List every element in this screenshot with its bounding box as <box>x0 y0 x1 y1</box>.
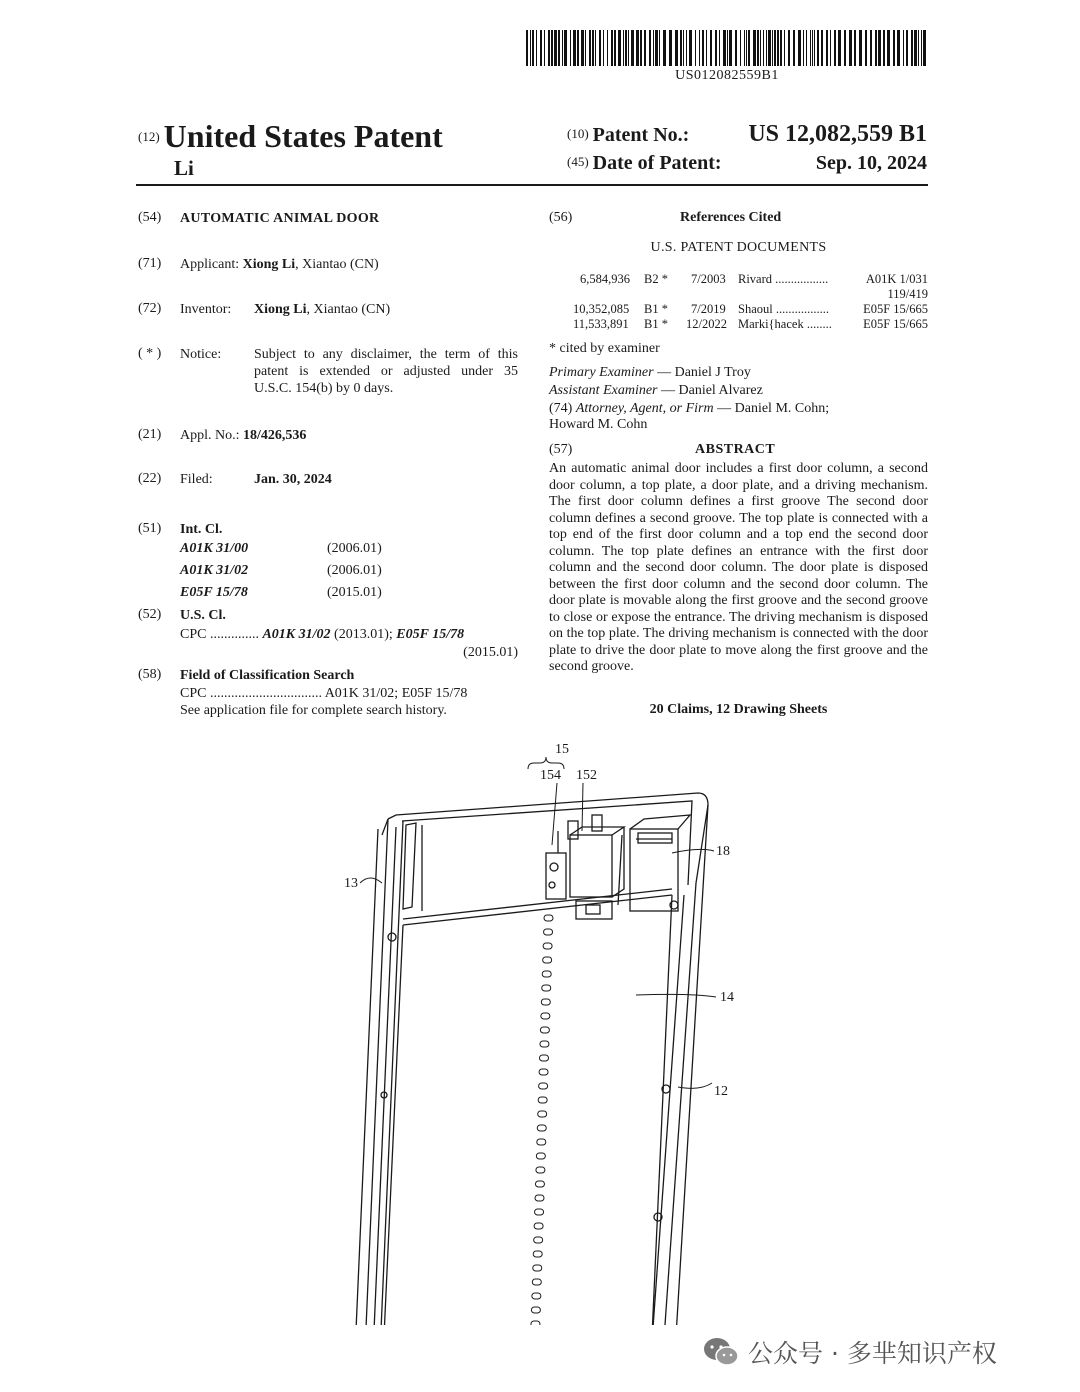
intcl-code: (51) <box>138 521 162 536</box>
appl-code: (21) <box>138 427 162 442</box>
barcode-bar <box>784 30 785 66</box>
barcode-bar <box>577 30 579 66</box>
barcode-bar <box>548 30 550 66</box>
barcode-bar <box>774 30 776 66</box>
barcode-bar <box>536 30 537 66</box>
patent-number: US 12,082,559 B1 <box>748 121 927 147</box>
citation-row: 10,352,085 B1 * 7/2019 Shaoul ................. E05F 15/665 <box>573 302 928 316</box>
barcode-bar <box>814 30 815 66</box>
rack-tooth <box>531 1321 540 1325</box>
patent-number-label: Patent No.: <box>592 124 690 146</box>
watermark-text: 公众号 · 多芈知识产权 <box>748 1339 997 1368</box>
abstract-label: ABSTRACT <box>695 442 776 457</box>
barcode-bar <box>887 30 890 66</box>
rack-tooth <box>531 1307 540 1313</box>
barcode-bar <box>760 30 761 66</box>
barcode-bar <box>663 30 666 66</box>
barcode-bar <box>844 30 846 66</box>
intcl-class: A01K 31/02 <box>180 563 249 578</box>
applicant-code: (71) <box>138 256 162 271</box>
header-rule <box>136 184 928 186</box>
intcl-version: (2006.01) <box>327 541 382 556</box>
rack-tooth <box>532 1293 541 1299</box>
barcode-bar <box>883 30 885 66</box>
barcode-bar <box>592 30 594 66</box>
rack-tooth <box>535 1181 544 1187</box>
barcode-bar <box>735 30 737 66</box>
kind-code: (12) <box>138 129 160 144</box>
invention-title: AUTOMATIC ANIMAL DOOR <box>180 211 380 226</box>
cpc-version: (2015.01) <box>463 645 518 660</box>
barcode-bar <box>653 30 654 66</box>
gear-rack <box>525 915 553 1325</box>
barcode-bar <box>585 30 586 66</box>
citation-row-cont: 119/419 <box>887 287 928 301</box>
barcode-bar <box>636 30 639 66</box>
intcl-class: E05F 15/78 <box>180 585 248 600</box>
barcode-bar <box>865 30 867 66</box>
label-13: 13 <box>344 876 358 891</box>
barcode-bar <box>763 30 764 66</box>
assistant-examiner: Assistant Examiner — Daniel Alvarez <box>549 383 763 398</box>
rack-tooth <box>533 1251 542 1257</box>
barcode-bar <box>923 30 926 66</box>
barcode-bar <box>911 30 913 66</box>
barcode-bar <box>914 30 917 66</box>
rack-tooth <box>532 1279 541 1285</box>
barcode-bar <box>675 30 678 66</box>
rack-tooth <box>538 1097 547 1103</box>
barcode-bar <box>603 30 604 66</box>
barcode-bar <box>921 30 922 66</box>
patent-date-label: Date of Patent: <box>592 152 722 174</box>
references-header: (56) References Cited <box>549 210 782 225</box>
appl-number: 18/426,536 <box>243 428 307 443</box>
barcode-bar <box>777 30 779 66</box>
barcode-bar <box>719 30 720 66</box>
rack-tooth <box>534 1237 543 1243</box>
cited-note: * cited by examiner <box>549 341 660 356</box>
inventor-value: Xiong Li, Xiantao (CN) <box>254 302 391 317</box>
rack-tooth <box>541 999 550 1005</box>
label-18: 18 <box>716 844 730 859</box>
intcl-version: (2015.01) <box>327 585 382 600</box>
barcode-bar <box>625 30 627 66</box>
applicant-row: Applicant: Xiong Li, Xiantao (CN) <box>180 257 379 272</box>
barcode-bar <box>834 30 836 66</box>
abstract-text: An automatic animal door includes a first door column, a second door column, a top plate, a door plate, and a driving mechanism. The first door column defines a first groove The second door column defines a second groove. The top plate is connected with a top end of the first door column and a top end the second door column. The top plate defines an entrance with the first door column and the second door column. The door plate is disposed between the first door column and the second door column. The door plate is movable along the first groove and the second groove to close or expose the entrance. The driving mechanism is disposed on the top plate. The driving mechanism is connected with the door plate to drive the door plate to move along the first groove and the second groove. <box>549 461 928 674</box>
patent-date-row: (45) Date of Patent: Sep. 10, 2024 <box>567 152 927 174</box>
references-label: References Cited <box>680 210 782 225</box>
rack-tooth <box>544 915 553 921</box>
barcode-bar <box>589 30 591 66</box>
citation-row: 11,533,891 B1 * 12/2022 Marki{hacek ........ E05F 15/665 <box>573 317 928 331</box>
intcl-label: Int. Cl. <box>180 522 223 537</box>
barcode-bar <box>729 30 732 66</box>
rack-tooth <box>536 1153 545 1159</box>
primary-examiner: Primary Examiner — Daniel J Troy <box>549 365 751 380</box>
inventor-row: Inventor: <box>180 302 232 317</box>
barcode-bar <box>838 30 841 66</box>
barcode-bar <box>686 30 687 66</box>
rack-tooth <box>544 929 553 935</box>
barcode-bar <box>768 30 771 66</box>
barcode-bar <box>710 30 712 66</box>
barcode-bar <box>628 30 629 66</box>
claims-count: 20 Claims, 12 Drawing Sheets <box>649 702 828 717</box>
rack-tooth <box>541 1013 550 1019</box>
barcode-bar <box>659 30 660 66</box>
barcode-bar <box>746 30 747 66</box>
label-14: 14 <box>720 990 734 1005</box>
barcode-bar <box>618 30 621 66</box>
barcode-bar <box>644 30 646 66</box>
barcode-bar <box>798 30 801 66</box>
barcode-bar <box>551 30 553 66</box>
rack-tooth <box>540 1027 549 1033</box>
barcode-bar <box>607 30 608 66</box>
barcode-bar <box>812 30 813 66</box>
barcode-bar <box>699 30 700 66</box>
attorney-cont: Howard M. Cohn <box>549 417 648 432</box>
inventor-name: Xiong Li <box>254 302 307 317</box>
notice-code: ( * ) <box>138 346 162 361</box>
barcode-bar <box>918 30 919 66</box>
label-12: 12 <box>714 1084 728 1099</box>
patent-date: Sep. 10, 2024 <box>815 152 927 174</box>
barcode-bar <box>702 30 704 66</box>
barcode-bar <box>611 30 613 66</box>
barcode-bar <box>631 30 634 66</box>
barcode-bar <box>788 30 790 66</box>
label-15: 15 <box>555 742 569 757</box>
barcode-bar <box>780 30 782 66</box>
barcode-bar <box>817 30 819 66</box>
rack-tooth <box>538 1111 547 1117</box>
label-154: 154 <box>540 768 561 783</box>
rack-tooth <box>539 1069 548 1075</box>
barcode-bar <box>859 30 862 66</box>
barcode-bar <box>821 30 823 66</box>
barcode-bar <box>532 30 534 66</box>
barcode-bar <box>793 30 795 66</box>
barcode-bar <box>530 30 531 66</box>
barcode-bar <box>595 30 596 66</box>
barcode-bar <box>564 30 567 66</box>
rack-tooth <box>535 1209 544 1215</box>
applicant-name: Xiong Li <box>242 257 296 272</box>
uscl-label: U.S. Cl. <box>180 608 226 623</box>
rack-tooth <box>537 1125 546 1131</box>
barcode-bar <box>669 30 672 66</box>
barcode-bar <box>810 30 811 66</box>
rack-tooth <box>533 1265 542 1271</box>
intcl-class: A01K 31/00 <box>180 541 249 556</box>
motor-box <box>570 835 612 897</box>
barcode-bar <box>854 30 856 66</box>
uscl-code: (52) <box>138 607 162 622</box>
barcode-bar <box>870 30 872 66</box>
barcode-bar <box>727 30 728 66</box>
label-152: 152 <box>576 768 597 783</box>
barcode-bar <box>540 30 542 66</box>
rack-tooth <box>536 1167 545 1173</box>
barcode-bar <box>623 30 624 66</box>
filed-date: Jan. 30, 2024 <box>254 472 332 487</box>
notice-label: Notice: <box>180 347 222 362</box>
barcode-bar <box>640 30 642 66</box>
barcode-bar <box>748 30 750 66</box>
barcode-bar <box>715 30 717 66</box>
barcode-bar <box>878 30 881 66</box>
title-code: (54) <box>138 210 162 225</box>
rack-tooth <box>540 1041 549 1047</box>
search-code: (58) <box>138 667 162 682</box>
document-number: US012082559B1 <box>675 68 779 83</box>
barcode-bar <box>753 30 756 66</box>
inventor-short: Li <box>174 156 194 180</box>
barcode-bar <box>706 30 707 66</box>
patent-docs-heading: U.S. PATENT DOCUMENTS <box>650 240 827 255</box>
barcode-bar <box>893 30 895 66</box>
barcode-bar <box>649 30 651 66</box>
filed-code: (22) <box>138 471 162 486</box>
patent-number-block <box>567 121 927 180</box>
barcode-bar <box>581 30 584 66</box>
barcode-bar <box>683 30 684 66</box>
barcode-bar <box>544 30 545 66</box>
barcode-bar <box>772 30 773 66</box>
patent-type-title: United States Patent <box>163 118 443 154</box>
rack-tooth <box>542 971 551 977</box>
barcode <box>526 30 928 66</box>
wechat-icon <box>702 1335 740 1369</box>
barcode-bar <box>906 30 908 66</box>
rack-tooth <box>540 1055 549 1061</box>
barcode-bar <box>830 30 831 66</box>
barcode-bar <box>526 30 528 66</box>
barcode-bar <box>695 30 696 66</box>
barcode-bar <box>599 30 601 66</box>
barcode-bar <box>849 30 852 66</box>
barcode-bar <box>903 30 904 66</box>
barcode-bar <box>803 30 804 66</box>
intcl-version: (2006.01) <box>327 563 382 578</box>
rack-tooth <box>539 1083 548 1089</box>
filed-label: Filed: <box>180 472 213 487</box>
rack-tooth <box>542 985 551 991</box>
abstract-header: (57) ABSTRACT <box>549 442 776 457</box>
rack-tooth <box>543 943 552 949</box>
barcode-bar <box>806 30 807 66</box>
barcode-bar <box>689 30 692 66</box>
barcode-bar <box>558 30 560 66</box>
barcode-bar <box>757 30 759 66</box>
rack-tooth <box>543 957 552 963</box>
cpc-row: CPC .............. A01K 31/02 (2013.01); E05F 15/78 <box>180 627 465 642</box>
patent-type-block <box>138 118 443 180</box>
barcode-bar <box>826 30 828 66</box>
search-label: Field of Classification Search <box>180 668 355 683</box>
barcode-bar <box>562 30 563 66</box>
rack-tooth <box>534 1223 543 1229</box>
barcode-bar <box>740 30 741 66</box>
appl-row: Appl. No.: 18/426,536 <box>180 428 307 443</box>
barcode-bar <box>723 30 726 66</box>
rack-tooth <box>535 1195 544 1201</box>
barcode-bar <box>570 30 571 66</box>
barcode-bar <box>614 30 616 66</box>
barcode-bar <box>680 30 682 66</box>
rack-tooth <box>537 1139 546 1145</box>
top-plate-outline <box>388 793 708 883</box>
barcode-bar <box>875 30 877 66</box>
barcode-bar <box>655 30 658 66</box>
patent-number-row: (10) Patent No.: US 12,082,559 B1 <box>567 121 927 147</box>
barcode-bar <box>744 30 745 66</box>
search-note: See application file for complete search history. <box>180 703 447 718</box>
barcode-bar <box>897 30 900 66</box>
inventor-code: (72) <box>138 301 162 316</box>
barcode-bar <box>766 30 767 66</box>
notice-text: Subject to any disclaimer, the term of this patent is extended or adjusted under 35 U.S.C. 154(b) by 0 days. <box>254 347 518 396</box>
barcode-bar <box>573 30 576 66</box>
search-cpc: CPC ................................ A01K 31/02; E05F 15/78 <box>180 686 468 701</box>
citation-row: 6,584,936 B2 * 7/2003 Rivard ................. A01K 1/031 <box>580 272 928 286</box>
attorney: (74) Attorney, Agent, or Firm — Daniel M. Cohn; <box>549 401 830 416</box>
barcode-bar <box>554 30 557 66</box>
patent-drawing <box>300 735 780 1325</box>
watermark <box>702 1330 1062 1374</box>
